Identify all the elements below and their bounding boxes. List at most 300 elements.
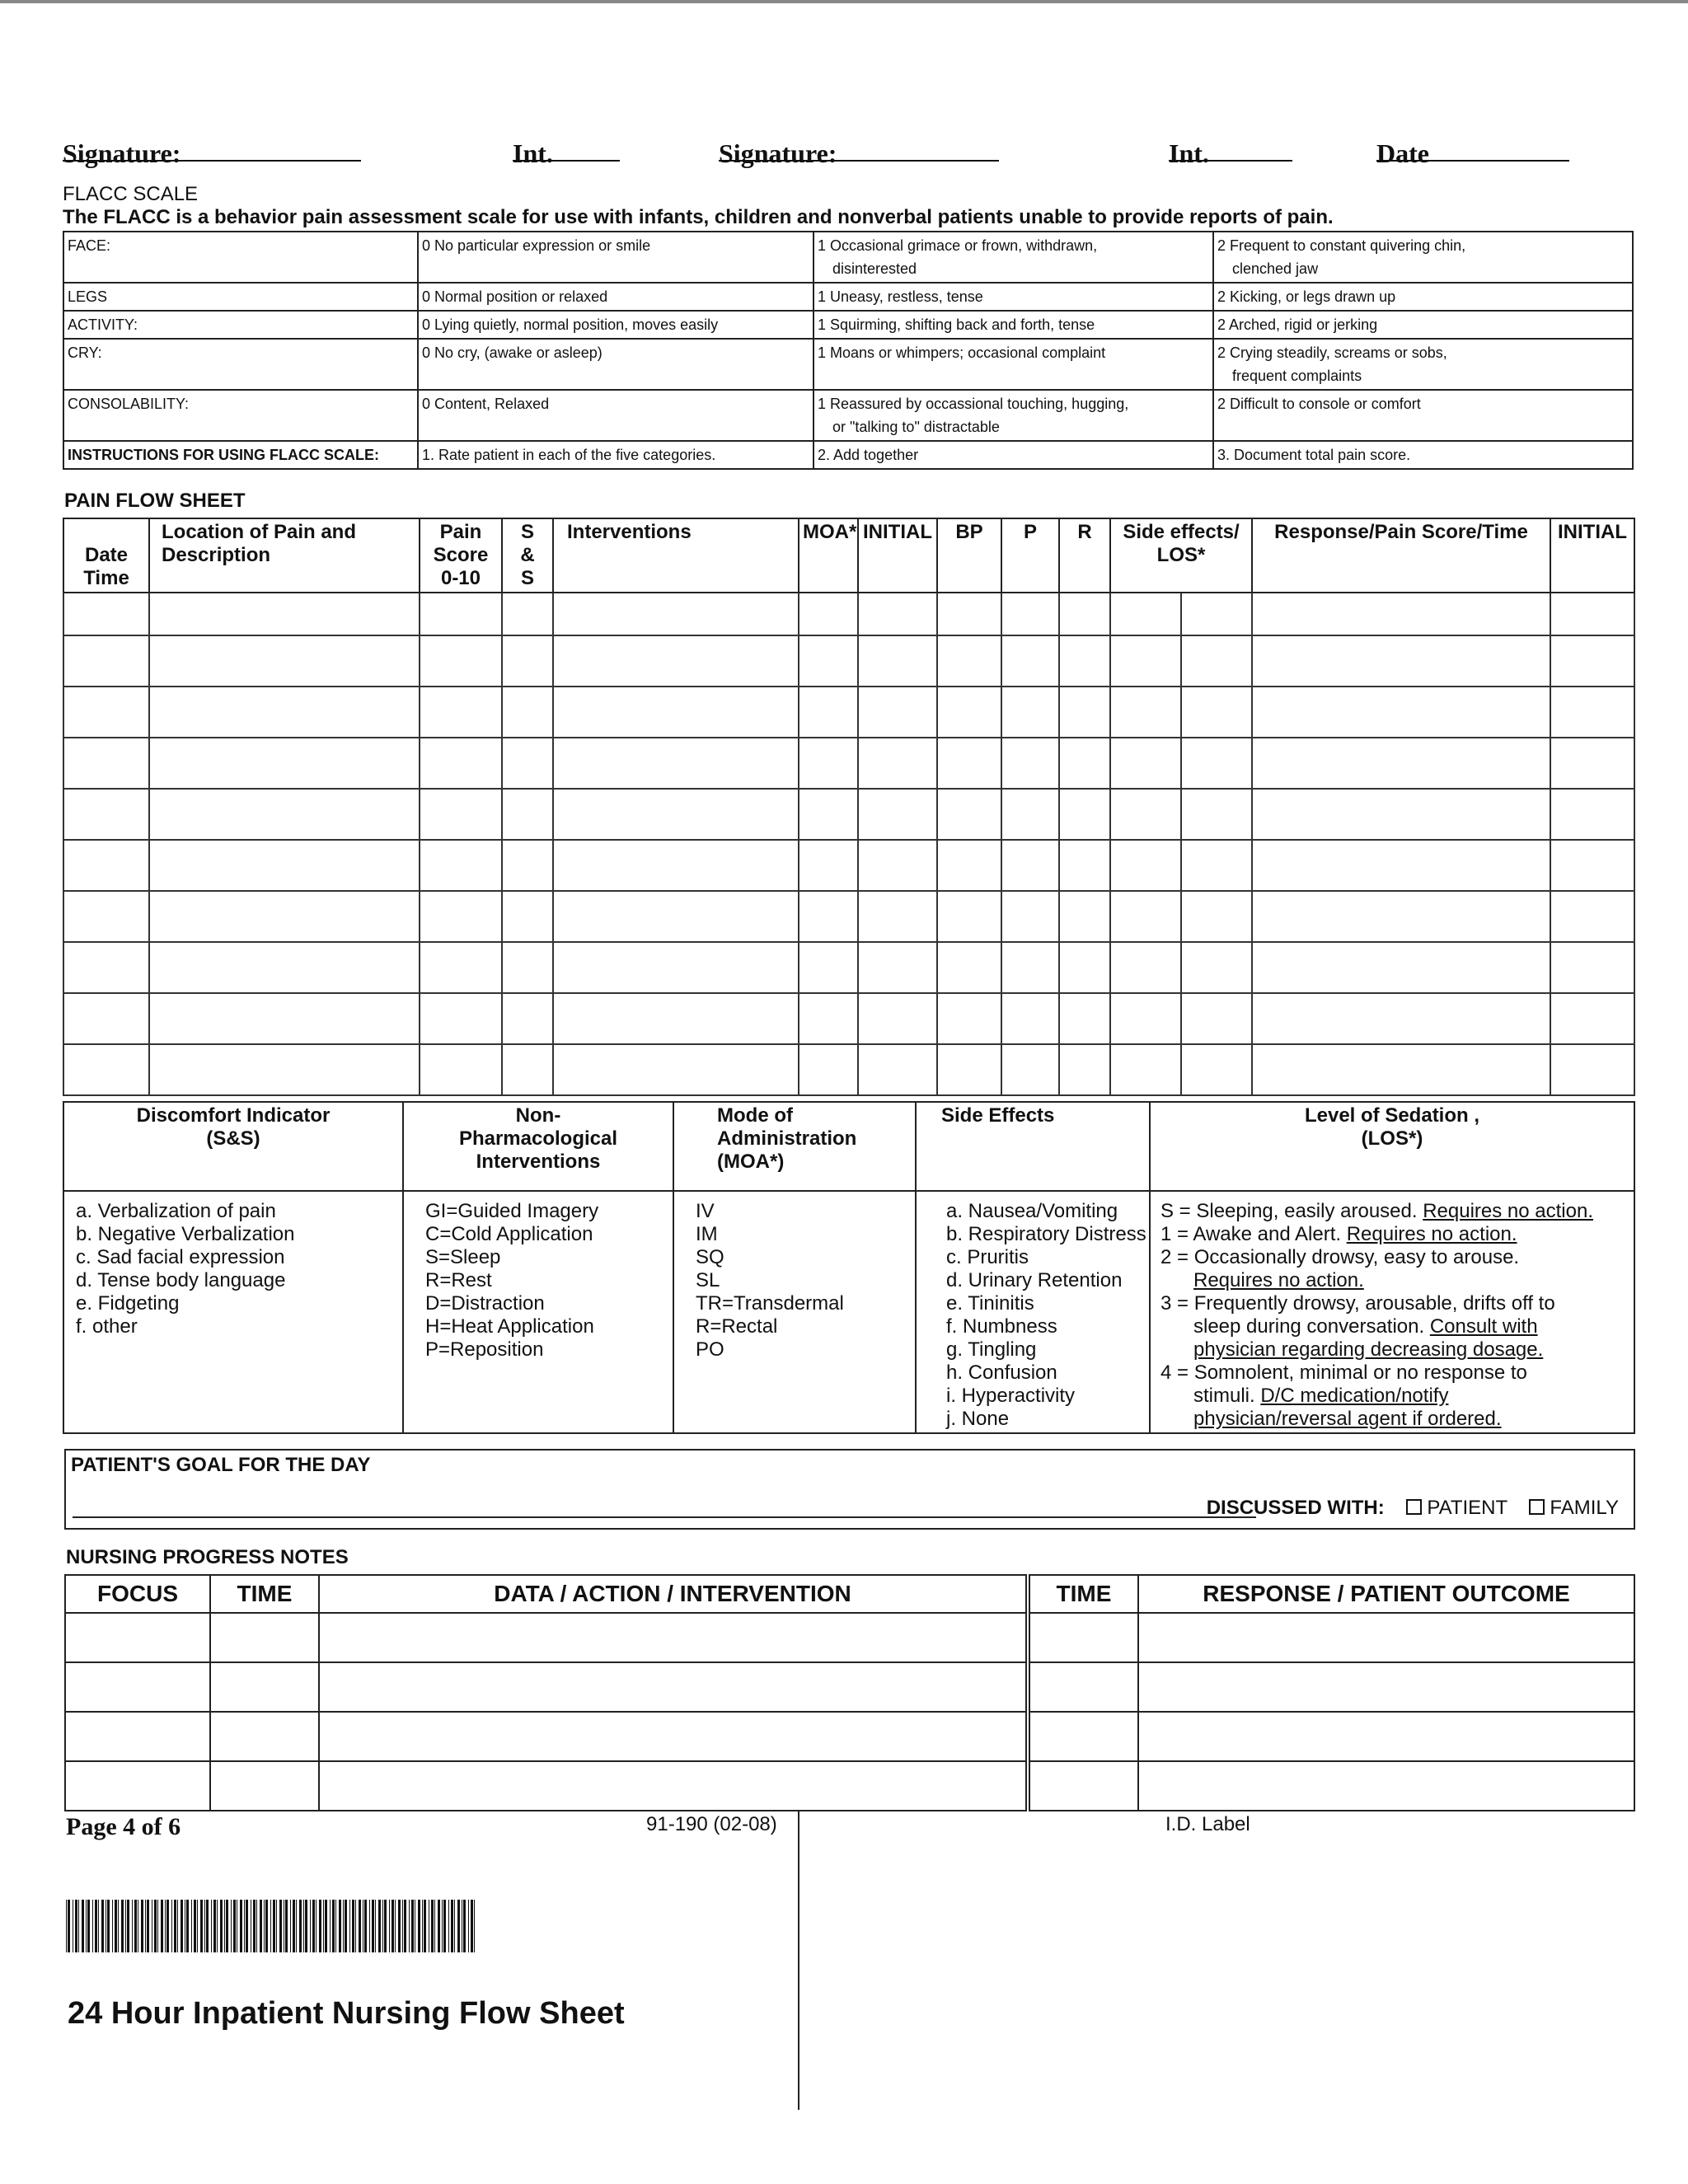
legend-item: i. Hyperactivity <box>946 1385 1076 1407</box>
legend-item: e. Fidgeting <box>76 1292 180 1315</box>
pain-flow-cell[interactable] <box>502 840 553 891</box>
pain-flow-cell[interactable] <box>1110 635 1181 687</box>
initials-field-1[interactable] <box>513 138 620 162</box>
col-pain-score: Pain Score 0-10 <box>420 518 502 593</box>
signature-label-1: Signature: <box>63 138 181 168</box>
patient-goal-box <box>64 1449 1635 1530</box>
los-4-b: stimuli. D/C medication/notify <box>1193 1385 1449 1407</box>
pain-flow-cell[interactable] <box>1181 687 1252 738</box>
signature-line <box>63 138 1629 180</box>
pain-flow-cell[interactable] <box>553 840 799 891</box>
pain-flow-cell[interactable] <box>1001 891 1059 942</box>
pain-flow-cell[interactable] <box>502 1044 553 1095</box>
flacc-score-1: 1 Occasional grimace or frown, withdrawn, disinterested <box>814 232 1213 283</box>
pain-flow-cell[interactable] <box>553 738 799 789</box>
legend-nonpharm-list <box>403 1191 673 1433</box>
pain-flow-cell[interactable] <box>799 635 858 687</box>
legend-item: P=Reposition <box>425 1338 544 1361</box>
flacc-title: FLACC SCALE <box>63 183 199 205</box>
pain-flow-cell[interactable] <box>858 593 937 635</box>
pain-flow-cell[interactable] <box>1059 993 1110 1044</box>
progress-note-cell[interactable] <box>210 1761 319 1811</box>
pain-flow-row <box>63 635 1634 687</box>
legend-item: SQ <box>696 1246 724 1268</box>
pain-flow-cell[interactable] <box>1252 738 1550 789</box>
pain-flow-cell[interactable] <box>1550 593 1634 635</box>
pain-flow-cell[interactable] <box>1059 942 1110 993</box>
pain-flow-row <box>63 789 1634 840</box>
pain-flow-cell[interactable] <box>1110 993 1181 1044</box>
pain-flow-cell[interactable] <box>799 891 858 942</box>
legend-item: TR=Transdermal <box>696 1292 844 1315</box>
flacc-category: CONSOLABILITY: <box>63 390 418 441</box>
pain-flow-cell[interactable] <box>149 738 420 789</box>
legend-moa-list <box>673 1191 916 1433</box>
col-initial: INITIAL <box>858 518 937 593</box>
col-initial-2: INITIAL <box>1550 518 1634 593</box>
pain-flow-cell[interactable] <box>799 993 858 1044</box>
pain-flow-cell[interactable] <box>1252 635 1550 687</box>
signature-label-2: Signature: <box>719 138 837 168</box>
pain-flow-cell[interactable] <box>553 942 799 993</box>
pain-flow-cell[interactable] <box>502 789 553 840</box>
col-date-time: Date Time <box>63 518 149 593</box>
pain-flow-cell[interactable] <box>1181 635 1252 687</box>
pain-flow-row <box>63 1044 1634 1095</box>
pain-flow-cell[interactable] <box>1001 993 1059 1044</box>
scan-edge <box>0 0 1688 3</box>
pain-flow-cell[interactable] <box>1110 687 1181 738</box>
progress-note-cell[interactable] <box>319 1712 1028 1761</box>
pain-flow-cell[interactable] <box>858 789 937 840</box>
legend-item: f. Numbness <box>946 1315 1057 1338</box>
progress-note-cell[interactable] <box>65 1662 210 1712</box>
pain-flow-cell[interactable] <box>799 942 858 993</box>
pain-flow-cell[interactable] <box>1252 840 1550 891</box>
pain-flow-cell[interactable] <box>1001 789 1059 840</box>
pain-flow-row <box>63 942 1634 993</box>
legend-item: a. Verbalization of pain <box>76 1200 276 1222</box>
flacc-score-0: 0 No cry, (awake or asleep) <box>418 339 814 390</box>
pain-flow-cell[interactable] <box>1181 840 1252 891</box>
pain-flow-cell[interactable] <box>1001 1044 1059 1095</box>
progress-note-cell[interactable] <box>1138 1613 1634 1662</box>
progress-note-cell[interactable] <box>1028 1662 1138 1712</box>
pain-flow-cell[interactable] <box>799 687 858 738</box>
los-4: 4 = Somnolent, minimal or no response to <box>1160 1361 1527 1384</box>
col-focus: FOCUS <box>65 1575 210 1613</box>
pain-flow-row <box>63 993 1634 1044</box>
pain-flow-cell[interactable] <box>937 891 1001 942</box>
progress-note-cell[interactable] <box>319 1761 1028 1811</box>
col-p: P <box>1001 518 1059 593</box>
pain-flow-cell[interactable] <box>1110 942 1181 993</box>
pain-flow-cell[interactable] <box>1059 593 1110 635</box>
pain-flow-cell[interactable] <box>420 593 502 635</box>
pain-flow-cell[interactable] <box>63 1044 149 1095</box>
flacc-score-2: 2 Arched, rigid or jerking <box>1213 311 1633 339</box>
progress-note-cell[interactable] <box>1138 1662 1634 1712</box>
progress-note-cell[interactable] <box>1138 1712 1634 1761</box>
legend-side-effects-header: Side Effects <box>916 1102 1150 1191</box>
col-ss: S & S <box>502 518 553 593</box>
los-3-b: sleep during conversation. Consult with <box>1193 1315 1538 1338</box>
progress-note-row <box>65 1761 1634 1811</box>
progress-note-cell[interactable] <box>319 1662 1028 1712</box>
pain-flow-cell[interactable] <box>1550 789 1634 840</box>
flacc-category: CRY: <box>63 339 418 390</box>
progress-note-cell[interactable] <box>1028 1761 1138 1811</box>
pain-flow-row <box>63 891 1634 942</box>
pain-flow-cell[interactable] <box>1110 789 1181 840</box>
flacc-category: INSTRUCTIONS FOR USING FLACC SCALE: <box>63 441 418 469</box>
pain-flow-cell[interactable] <box>502 891 553 942</box>
pain-flow-cell[interactable] <box>149 593 420 635</box>
legend-item: C=Cold Application <box>425 1223 593 1245</box>
pain-flow-cell[interactable] <box>937 942 1001 993</box>
pain-flow-cell[interactable] <box>1110 1044 1181 1095</box>
pain-flow-cell[interactable] <box>1252 993 1550 1044</box>
date-label: Date <box>1376 138 1429 168</box>
pain-flow-cell[interactable] <box>1550 1044 1634 1095</box>
legend-item: j. None <box>946 1408 1010 1430</box>
flacc-description: The FLACC is a behavior pain assessment scale for use with infants, children and nonverbal patients unable to provide reports of pain. <box>63 206 1334 228</box>
pain-flow-cell[interactable] <box>149 635 420 687</box>
pain-flow-cell[interactable] <box>858 635 937 687</box>
pain-flow-row <box>63 593 1634 635</box>
pain-flow-cell[interactable] <box>799 738 858 789</box>
pain-flow-cell[interactable] <box>420 942 502 993</box>
flacc-score-1: 2. Add together <box>814 441 1213 469</box>
pain-flow-cell[interactable] <box>149 789 420 840</box>
pain-flow-cell[interactable] <box>420 635 502 687</box>
pain-flow-cell[interactable] <box>858 891 937 942</box>
pain-flow-row <box>63 738 1634 789</box>
pain-flow-cell[interactable] <box>858 738 937 789</box>
flacc-score-0: 0 Normal position or relaxed <box>418 283 814 311</box>
los-2-action: Requires no action. <box>1193 1269 1364 1291</box>
pain-flow-cell[interactable] <box>1059 891 1110 942</box>
pain-flow-cell[interactable] <box>799 593 858 635</box>
progress-note-cell[interactable] <box>65 1761 210 1811</box>
pain-flow-cell[interactable] <box>1181 789 1252 840</box>
legend-item: R=Rectal <box>696 1315 778 1338</box>
progress-note-cell[interactable] <box>1028 1712 1138 1761</box>
pain-flow-cell[interactable] <box>420 891 502 942</box>
form-title: 24 Hour Inpatient Nursing Flow Sheet <box>68 1996 625 2031</box>
pain-flow-cell[interactable] <box>553 993 799 1044</box>
pain-flow-cell[interactable] <box>1550 993 1634 1044</box>
pain-flow-cell[interactable] <box>420 738 502 789</box>
legend-discomfort-list <box>63 1191 403 1433</box>
progress-note-cell[interactable] <box>65 1712 210 1761</box>
pain-flow-row <box>63 840 1634 891</box>
flacc-row <box>63 390 1633 441</box>
progress-note-cell[interactable] <box>319 1613 1028 1662</box>
legend-los-header: Level of Sedation , (LOS*) <box>1150 1102 1634 1191</box>
pain-flow-cell[interactable] <box>1059 789 1110 840</box>
patient-checkbox-label: PATIENT <box>1427 1497 1507 1519</box>
los-2: 2 = Occasionally drowsy, easy to arouse. <box>1160 1246 1520 1268</box>
pain-flow-cell[interactable] <box>553 1044 799 1095</box>
flacc-row <box>63 339 1633 390</box>
pain-flow-cell[interactable] <box>1550 891 1634 942</box>
flacc-score-2: 2 Crying steadily, screams or sobs, frequent complaints <box>1213 339 1633 390</box>
pain-flow-sheet-table <box>63 518 1635 1096</box>
pain-flow-cell[interactable] <box>858 687 937 738</box>
flacc-row <box>63 283 1633 311</box>
pain-flow-cell[interactable] <box>799 1044 858 1095</box>
pain-flow-sheet-title: PAIN FLOW SHEET <box>64 490 246 512</box>
flacc-score-2: 2 Kicking, or legs drawn up <box>1213 283 1633 311</box>
legend-item: SL <box>696 1269 720 1291</box>
legend-item: D=Distraction <box>425 1292 545 1315</box>
flacc-row <box>63 232 1633 283</box>
pain-flow-cell[interactable] <box>799 840 858 891</box>
progress-note-cell[interactable] <box>210 1613 319 1662</box>
col-interventions: Interventions <box>553 518 799 593</box>
flacc-row <box>63 311 1633 339</box>
legend-item: c. Pruritis <box>946 1246 1029 1268</box>
pain-flow-cell[interactable] <box>1001 635 1059 687</box>
pain-flow-cell[interactable] <box>1181 993 1252 1044</box>
flacc-score-0: 0 No particular expression or smile <box>418 232 814 283</box>
pain-flow-cell[interactable] <box>1252 1044 1550 1095</box>
pain-flow-cell[interactable] <box>1059 738 1110 789</box>
flacc-score-1: 1 Reassured by occassional touching, hugging, or "talking to" distractable <box>814 390 1213 441</box>
col-r: R <box>1059 518 1110 593</box>
pain-flow-cell[interactable] <box>1252 789 1550 840</box>
pain-flow-cell[interactable] <box>1550 840 1634 891</box>
pain-flow-cell[interactable] <box>1001 840 1059 891</box>
legend-item: g. Tingling <box>946 1338 1037 1361</box>
los-s: S = Sleeping, easily aroused. Requires no action. <box>1160 1200 1593 1222</box>
pain-flow-cell[interactable] <box>937 687 1001 738</box>
pain-flow-cell[interactable] <box>420 1044 502 1095</box>
pain-flow-cell[interactable] <box>149 891 420 942</box>
pain-flow-cell[interactable] <box>937 789 1001 840</box>
pain-flow-cell[interactable] <box>1550 942 1634 993</box>
patient-goal-title: PATIENT'S GOAL FOR THE DAY <box>71 1454 371 1476</box>
pain-flow-cell[interactable] <box>63 942 149 993</box>
pain-flow-cell[interactable] <box>858 1044 937 1095</box>
pain-flow-cell[interactable] <box>937 993 1001 1044</box>
pain-flow-cell[interactable] <box>63 891 149 942</box>
pain-flow-cell[interactable] <box>149 942 420 993</box>
col-side-effects: Side effects/ LOS* <box>1110 518 1252 593</box>
pain-flow-cell[interactable] <box>1181 891 1252 942</box>
pain-flow-cell[interactable] <box>937 840 1001 891</box>
pain-flow-cell[interactable] <box>1252 593 1550 635</box>
legend-item: f. other <box>76 1315 138 1338</box>
legend-item: R=Rest <box>425 1269 492 1291</box>
progress-notes-table <box>64 1574 1635 1811</box>
legend-item: c. Sad facial expression <box>76 1246 285 1268</box>
date-field[interactable] <box>1376 138 1569 162</box>
flacc-category: LEGS <box>63 283 418 311</box>
pain-flow-cell[interactable] <box>149 840 420 891</box>
legend-item: d. Urinary Retention <box>946 1269 1123 1291</box>
progress-note-row <box>65 1613 1634 1662</box>
label-divider <box>798 1810 799 2110</box>
col-location: Location of Pain and Description <box>149 518 420 593</box>
legend-item: IV <box>696 1200 715 1222</box>
flacc-score-1: 1 Squirming, shifting back and forth, tense <box>814 311 1213 339</box>
col-time: TIME <box>210 1575 319 1613</box>
discussed-with <box>1207 1497 1619 1520</box>
pain-flow-cell[interactable] <box>1252 942 1550 993</box>
pain-flow-cell[interactable] <box>63 840 149 891</box>
discussed-with-label: DISCUSSED WITH: <box>1206 1497 1385 1519</box>
pain-flow-cell[interactable] <box>937 635 1001 687</box>
pain-flow-cell[interactable] <box>1181 738 1252 789</box>
legend-nonpharm-header: Non- Pharmacological Interventions <box>403 1102 673 1191</box>
los-1: 1 = Awake and Alert. Requires no action. <box>1160 1223 1517 1245</box>
pain-flow-cell[interactable] <box>149 993 420 1044</box>
col-moa: MOA* <box>799 518 858 593</box>
pain-flow-cell[interactable] <box>1001 942 1059 993</box>
legend-item: d. Tense body language <box>76 1269 286 1291</box>
legend-side-effects-list <box>916 1191 1150 1433</box>
pain-flow-cell[interactable] <box>1252 891 1550 942</box>
legend-los-list <box>1150 1191 1634 1433</box>
legend-item: PO <box>696 1338 724 1361</box>
pain-flow-cell[interactable] <box>553 593 799 635</box>
col-response-outcome: RESPONSE / PATIENT OUTCOME <box>1138 1575 1634 1613</box>
pain-flow-cell[interactable] <box>420 789 502 840</box>
pain-flow-cell[interactable] <box>1181 942 1252 993</box>
patient-goal-field[interactable] <box>73 1516 1256 1518</box>
pain-flow-cell[interactable] <box>420 993 502 1044</box>
pain-flow-cell[interactable] <box>502 738 553 789</box>
pain-flow-cell[interactable] <box>502 942 553 993</box>
pain-flow-cell[interactable] <box>63 789 149 840</box>
pain-flow-cell[interactable] <box>63 635 149 687</box>
legend-moa-header: Mode of Administration (MOA*) <box>673 1102 916 1191</box>
pain-flow-cell[interactable] <box>1110 738 1181 789</box>
initials-field-2[interactable] <box>1169 138 1292 162</box>
family-checkbox[interactable] <box>1529 1499 1545 1515</box>
col-data-action: DATA / ACTION / INTERVENTION <box>319 1575 1028 1613</box>
pain-flow-cell[interactable] <box>63 993 149 1044</box>
progress-note-cell[interactable] <box>1028 1613 1138 1662</box>
family-checkbox-label: FAMILY <box>1550 1497 1619 1519</box>
patient-checkbox[interactable] <box>1406 1499 1422 1515</box>
initials-label-2: Int. <box>1169 138 1209 168</box>
flacc-score-2: 2 Difficult to console or comfort <box>1213 390 1633 441</box>
flacc-score-2: 3. Document total pain score. <box>1213 441 1633 469</box>
pain-flow-cell[interactable] <box>149 687 420 738</box>
barcode <box>66 1900 478 1952</box>
legend-item: e. Tininitis <box>946 1292 1034 1315</box>
pain-flow-cell[interactable] <box>937 593 1001 635</box>
pain-flow-cell[interactable] <box>799 789 858 840</box>
legend-item: GI=Guided Imagery <box>425 1200 599 1222</box>
pain-flow-cell[interactable] <box>1110 840 1181 891</box>
legend-item: a. Nausea/Vomiting <box>946 1200 1118 1222</box>
pain-flow-cell[interactable] <box>420 840 502 891</box>
pain-flow-cell[interactable] <box>1110 891 1181 942</box>
progress-note-row <box>65 1712 1634 1761</box>
form-number: 91-190 (02-08) <box>646 1813 777 1835</box>
flacc-score-0: 1. Rate patient in each of the five categories. <box>418 441 814 469</box>
pain-flow-cell[interactable] <box>858 840 937 891</box>
los-4-c: physician/reversal agent if ordered. <box>1193 1408 1502 1430</box>
flacc-score-1: 1 Uneasy, restless, tense <box>814 283 1213 311</box>
pain-flow-cell[interactable] <box>1550 687 1634 738</box>
progress-note-cell[interactable] <box>210 1712 319 1761</box>
pain-flow-cell[interactable] <box>553 891 799 942</box>
pain-flow-cell[interactable] <box>937 738 1001 789</box>
legend-item: IM <box>696 1223 718 1245</box>
initials-label-1: Int. <box>513 138 553 168</box>
signature-field-2[interactable] <box>719 138 999 162</box>
pain-flow-cell[interactable] <box>1059 1044 1110 1095</box>
pain-flow-cell[interactable] <box>1059 840 1110 891</box>
id-label: I.D. Label <box>1165 1813 1250 1835</box>
flacc-row <box>63 441 1633 469</box>
flacc-score-0: 0 Lying quietly, normal position, moves easily <box>418 311 814 339</box>
pain-flow-cell[interactable] <box>63 687 149 738</box>
flacc-table <box>63 231 1634 470</box>
pain-flow-cell[interactable] <box>1181 1044 1252 1095</box>
pain-flow-cell[interactable] <box>1059 687 1110 738</box>
legend-table <box>63 1101 1635 1434</box>
pain-flow-cell[interactable] <box>858 993 937 1044</box>
progress-note-row <box>65 1662 1634 1712</box>
flacc-score-1: 1 Moans or whimpers; occasional complaint <box>814 339 1213 390</box>
col-time-2: TIME <box>1028 1575 1138 1613</box>
pain-flow-cell[interactable] <box>63 593 149 635</box>
pain-flow-cell[interactable] <box>149 1044 420 1095</box>
pain-flow-cell[interactable] <box>1001 593 1059 635</box>
pain-flow-cell[interactable] <box>1001 687 1059 738</box>
legend-item: h. Confusion <box>946 1361 1057 1384</box>
pain-flow-cell[interactable] <box>553 635 799 687</box>
pain-flow-cell[interactable] <box>1550 738 1634 789</box>
pain-flow-cell[interactable] <box>420 687 502 738</box>
col-response: Response/Pain Score/Time <box>1252 518 1550 593</box>
pain-flow-cell[interactable] <box>502 687 553 738</box>
pain-flow-cell[interactable] <box>1550 635 1634 687</box>
col-bp: BP <box>937 518 1001 593</box>
flacc-score-2: 2 Frequent to constant quivering chin, clenched jaw <box>1213 232 1633 283</box>
pain-flow-cell[interactable] <box>1110 593 1181 635</box>
progress-note-cell[interactable] <box>1138 1761 1634 1811</box>
pain-flow-cell[interactable] <box>1252 687 1550 738</box>
los-3-c: physician regarding decreasing dosage. <box>1193 1338 1544 1361</box>
progress-note-cell[interactable] <box>65 1613 210 1662</box>
pain-flow-cell[interactable] <box>502 593 553 635</box>
pain-flow-cell[interactable] <box>502 635 553 687</box>
progress-notes-title: NURSING PROGRESS NOTES <box>66 1546 349 1568</box>
pain-flow-cell[interactable] <box>553 687 799 738</box>
pain-flow-cell[interactable] <box>937 1044 1001 1095</box>
pain-flow-cell[interactable] <box>502 993 553 1044</box>
pain-flow-cell[interactable] <box>858 942 937 993</box>
signature-field-1[interactable] <box>63 138 361 162</box>
pain-flow-cell[interactable] <box>553 789 799 840</box>
progress-note-cell[interactable] <box>210 1662 319 1712</box>
legend-item: H=Heat Application <box>425 1315 594 1338</box>
legend-discomfort-header: Discomfort Indicator (S&S) <box>63 1102 403 1191</box>
legend-item: S=Sleep <box>425 1246 501 1268</box>
flacc-category: ACTIVITY: <box>63 311 418 339</box>
pain-flow-cell[interactable] <box>1059 635 1110 687</box>
pain-flow-cell[interactable] <box>1181 593 1252 635</box>
pain-flow-cell[interactable] <box>63 738 149 789</box>
pain-flow-cell[interactable] <box>1001 738 1059 789</box>
